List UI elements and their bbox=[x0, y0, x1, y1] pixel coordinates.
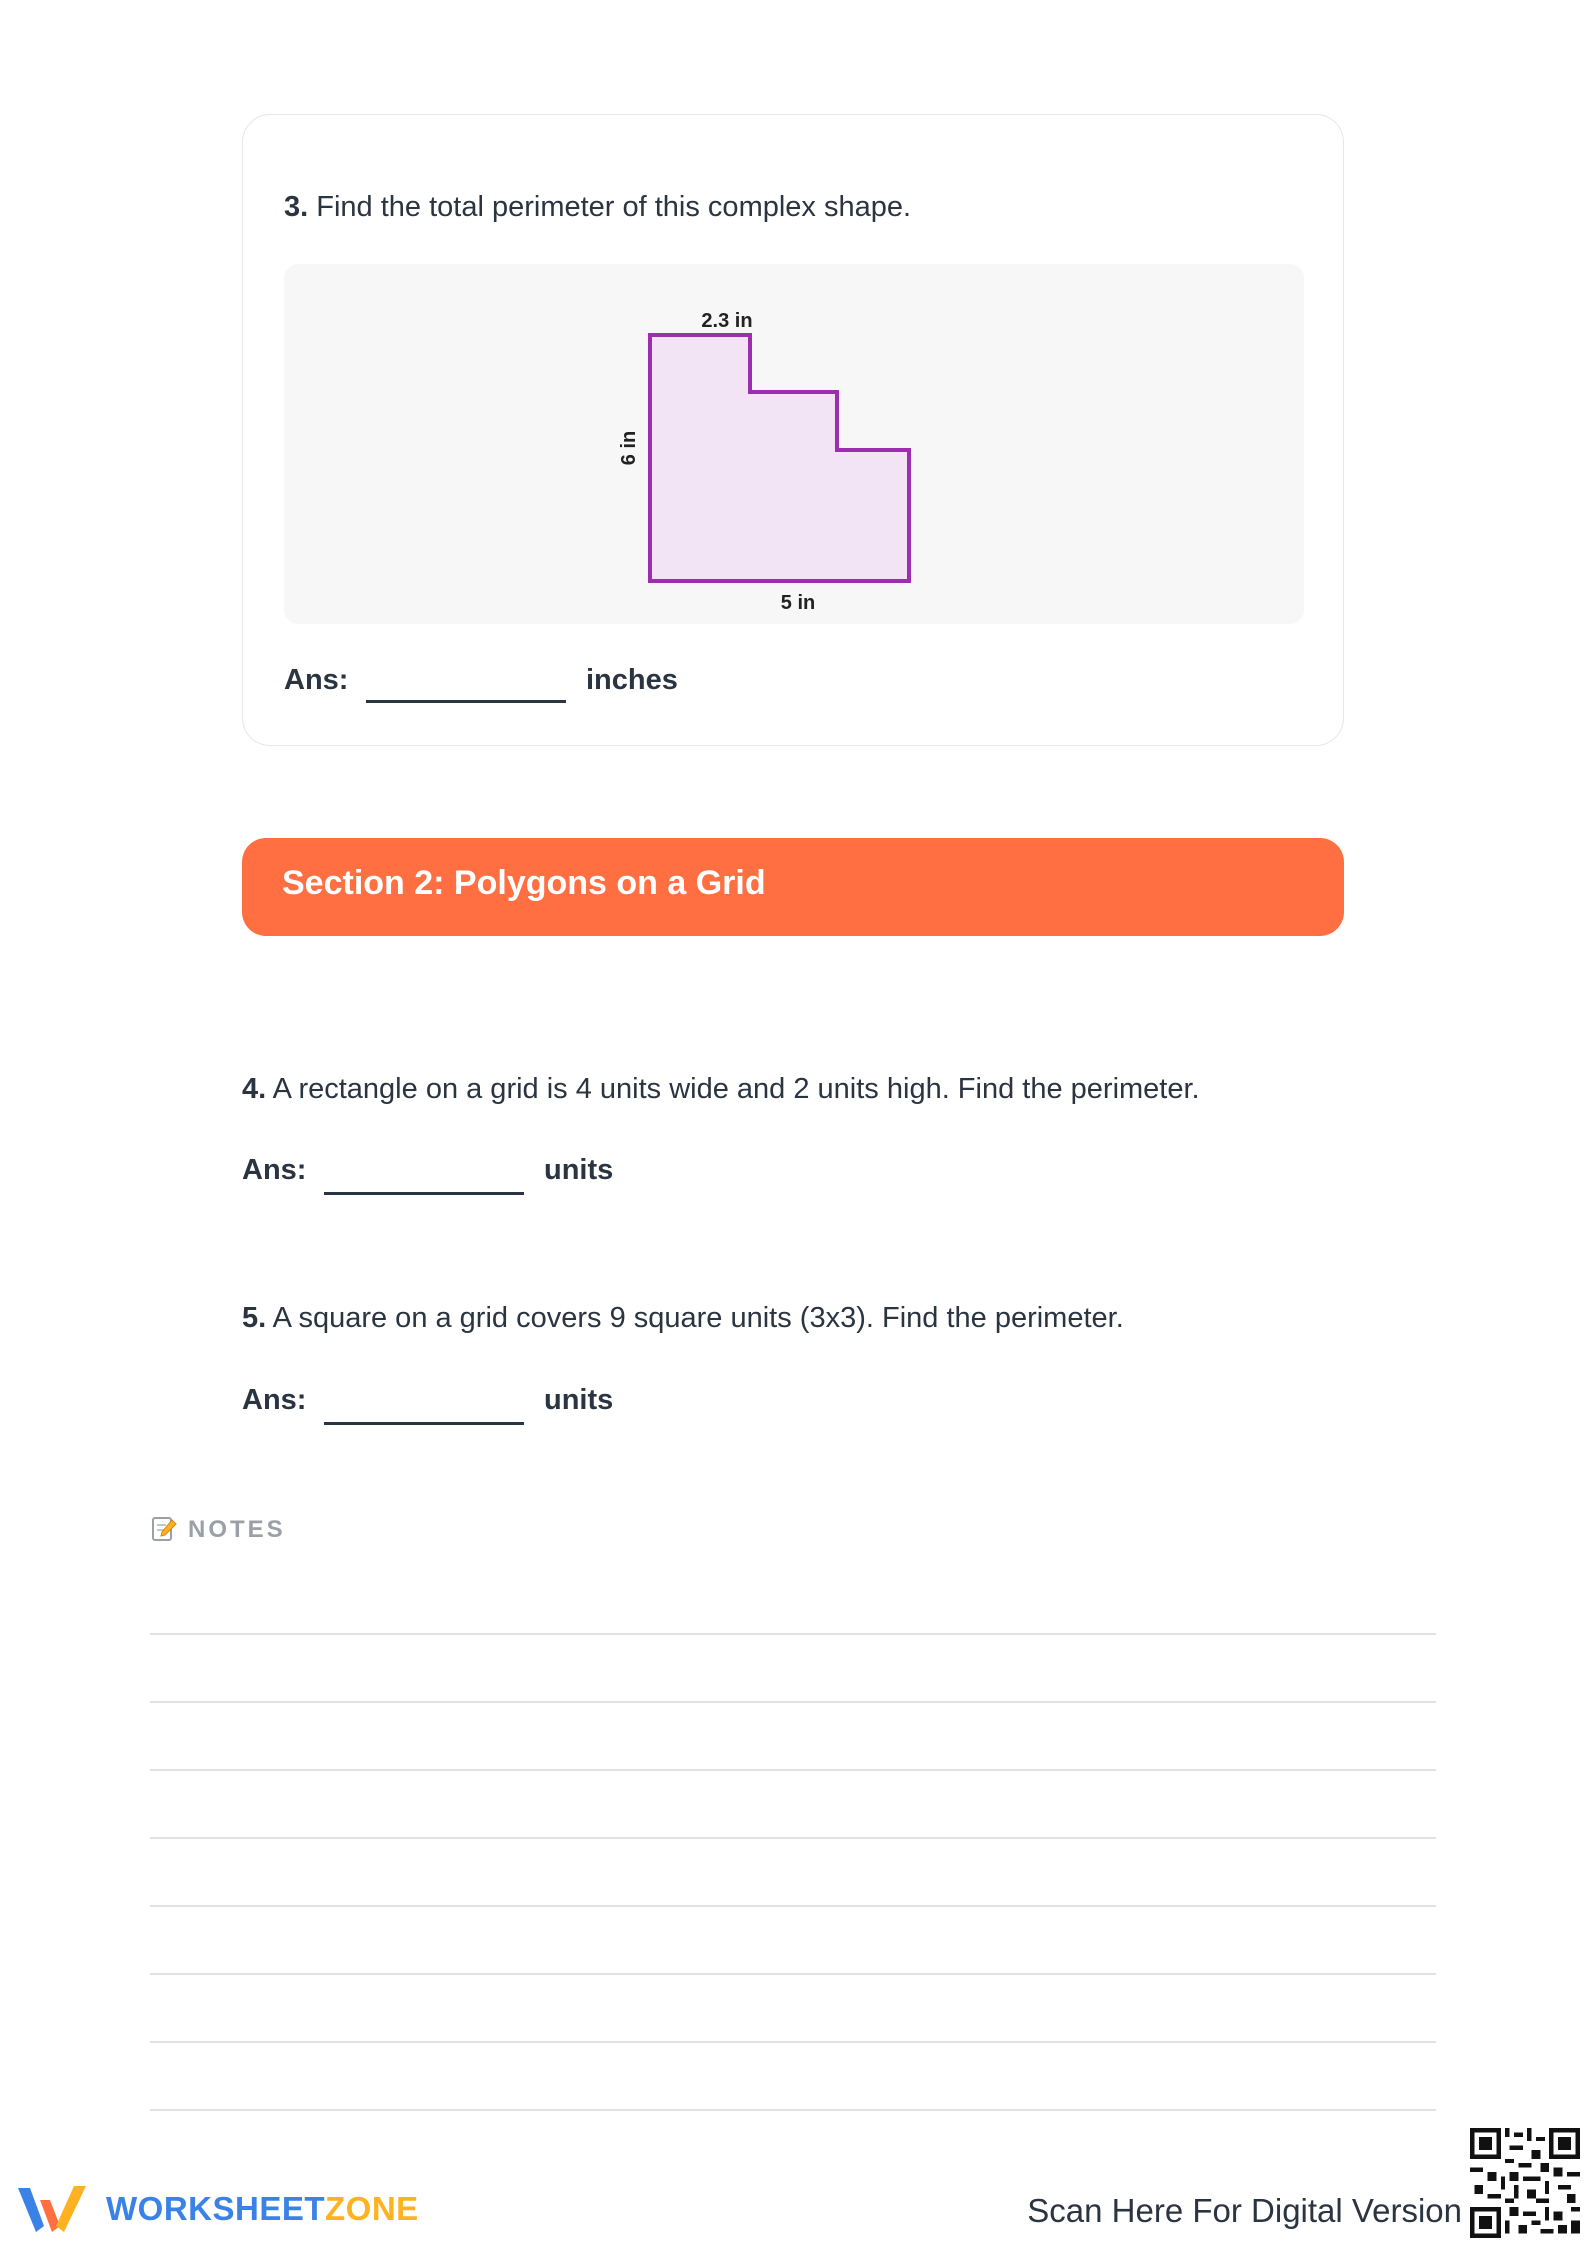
notes-heading bbox=[150, 1514, 286, 1544]
bottom-dimension-label: 5 in bbox=[780, 592, 816, 614]
section-2-title: Section 2: Polygons on a Grid bbox=[282, 864, 766, 902]
answer-blank-5[interactable] bbox=[324, 1422, 524, 1425]
answer-blank-4[interactable] bbox=[324, 1192, 524, 1195]
answer-label-4: Ans: bbox=[242, 1154, 307, 1186]
answer-blank-3[interactable] bbox=[366, 700, 566, 703]
notes-label: NOTES bbox=[188, 1516, 286, 1543]
answer-unit-3: inches bbox=[586, 664, 678, 696]
note-line[interactable] bbox=[150, 2109, 1436, 2111]
top-dimension-label: 2.3 in bbox=[701, 310, 753, 332]
brand-name bbox=[106, 2190, 419, 2228]
note-line[interactable] bbox=[150, 1769, 1436, 1771]
answer-label-3: Ans: bbox=[284, 664, 349, 696]
side-dimension-label: 6 in bbox=[618, 430, 640, 466]
note-line[interactable] bbox=[150, 1701, 1436, 1703]
complex-shape-figure bbox=[600, 300, 930, 620]
brand-part-zone: ZONE bbox=[325, 2190, 419, 2227]
answer-unit-5: units bbox=[544, 1384, 614, 1416]
question-5-number: 5. bbox=[242, 1302, 267, 1334]
scan-caption: Scan Here For Digital Version bbox=[1027, 2192, 1462, 2229]
note-line[interactable] bbox=[150, 1973, 1436, 1975]
memo-pencil-icon bbox=[150, 1514, 178, 1542]
note-line[interactable] bbox=[150, 1633, 1436, 1635]
answer-label-5: Ans: bbox=[242, 1384, 307, 1416]
worksheetzone-logo-icon bbox=[16, 2180, 96, 2236]
answer-unit-4: units bbox=[544, 1154, 614, 1186]
note-line[interactable] bbox=[150, 1837, 1436, 1839]
brand-part-worksheet: WORKSHEET bbox=[106, 2190, 325, 2227]
question-3-prompt bbox=[284, 191, 911, 224]
question-3-text: Find the total perimeter of this complex shape. bbox=[316, 191, 912, 223]
section-2-header bbox=[242, 838, 1344, 936]
question-3-number: 3. bbox=[284, 191, 309, 223]
question-5-prompt bbox=[242, 1302, 1124, 1335]
question-4-number: 4. bbox=[242, 1073, 267, 1105]
qr-code[interactable] bbox=[1470, 2128, 1580, 2238]
question-5-text: A square on a grid covers 9 square units (3x3). Find the perimeter. bbox=[272, 1302, 1124, 1334]
complex-shape-outline bbox=[650, 335, 909, 581]
question-4-prompt bbox=[242, 1073, 1200, 1106]
note-line[interactable] bbox=[150, 1905, 1436, 1907]
note-line[interactable] bbox=[150, 2041, 1436, 2043]
question-4-text: A rectangle on a grid is 4 units wide and 2 units high. Find the perimeter. bbox=[272, 1073, 1200, 1105]
